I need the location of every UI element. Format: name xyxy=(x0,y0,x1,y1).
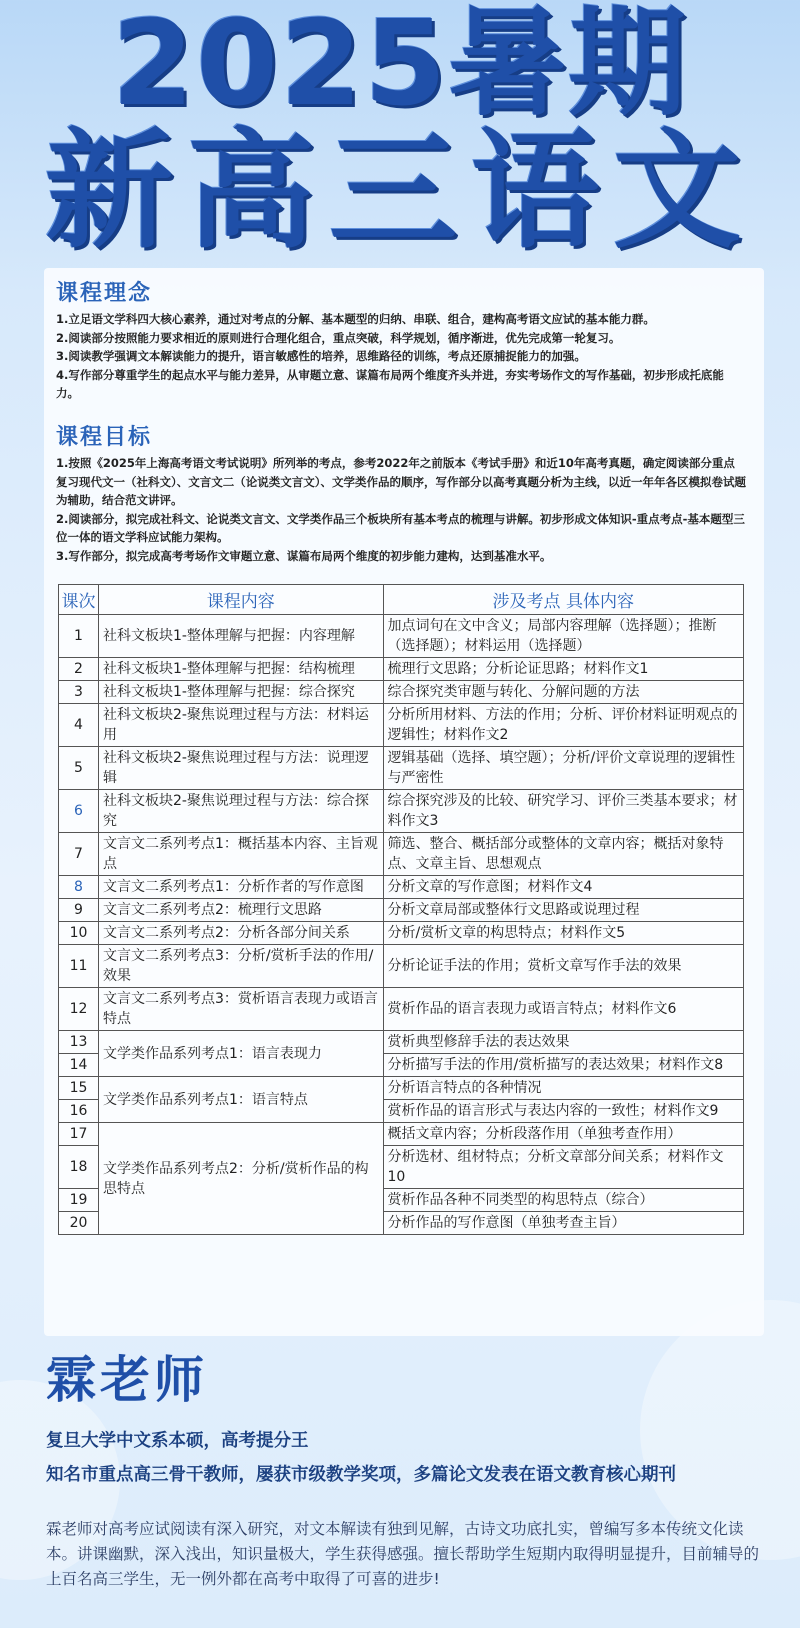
teacher-experience: 知名市重点高三骨干教师，屡获市级教学奖项，多篇论文发表在语文教育核心期刊 xyxy=(46,1465,676,1485)
lesson-points: 梳理行文思路；分析论证思路；材料作文1 xyxy=(383,658,743,681)
lesson-number: 7 xyxy=(59,833,99,876)
lesson-number: 3 xyxy=(59,681,99,704)
table-row xyxy=(59,790,744,833)
lesson-points: 赏析典型修辞手法的表达效果 xyxy=(383,1031,743,1054)
table-row xyxy=(59,704,744,747)
table-row xyxy=(59,1031,744,1054)
lesson-number: 8 xyxy=(59,876,99,899)
lesson-points: 筛选、整合、概括部分或整体的文章内容；概括对象特点、文章主旨、思想观点 xyxy=(383,833,743,876)
teacher-credential: 复旦大学中文系本硕，高考提分王 xyxy=(46,1431,309,1451)
lesson-number: 9 xyxy=(59,899,99,922)
poster-title xyxy=(0,0,800,270)
lesson-content: 文言文二系列考点2：梳理行文思路 xyxy=(98,899,383,922)
lesson-content: 社科文板块2-聚焦说理过程与方法：说理逻辑 xyxy=(98,747,383,790)
lesson-number: 10 xyxy=(59,922,99,945)
table-row xyxy=(59,988,744,1031)
title-line-2: 新高三语文 xyxy=(44,117,755,266)
lesson-content: 文学类作品系列考点1：语言特点 xyxy=(98,1077,383,1123)
table-row xyxy=(59,922,744,945)
lesson-points: 概括文章内容；分析段落作用（单独考查作用） xyxy=(383,1123,743,1146)
lesson-points: 分析文章的写作意图；材料作文4 xyxy=(383,876,743,899)
lesson-content: 文言文二系列考点1：分析作者的写作意图 xyxy=(98,876,383,899)
table-row xyxy=(59,945,744,988)
lesson-content: 社科文板块2-聚焦说理过程与方法：综合探究 xyxy=(98,790,383,833)
teacher-description: 霖老师对高考应试阅读有深入研究，对文本解读有独到见解，古诗文功底扎实，曾编写多本传统文化读本。讲课幽默，深入浅出，知识量极大，学生获得感强。擅长帮助学生短期内取得明显提升，目前辅导的上百名高三学生，无一例外都在高考中取得了可喜的进步! xyxy=(46,1520,760,1588)
philosophy-title: 课程理念 xyxy=(56,281,153,306)
lesson-points: 分析选材、组材特点；分析文章部分间关系；材料作文10 xyxy=(383,1146,743,1189)
lesson-content: 文言文二系列考点3：赏析语言表现力或语言特点 xyxy=(98,988,383,1031)
lesson-number: 4 xyxy=(59,704,99,747)
lesson-points: 分析文章局部或整体行文思路或说理过程 xyxy=(383,899,743,922)
table-row xyxy=(59,876,744,899)
philosophy-item: 1.立足语文学科四大核心素养，通过对考点的分解、基本题型的归纳、串联、组合，建构高考语文应试的基本能力群。 xyxy=(56,312,655,326)
lesson-content: 文言文二系列考点1：概括基本内容、主旨观点 xyxy=(98,833,383,876)
philosophy-item: 4.写作部分尊重学生的起点水平与能力差异，从审题立意、谋篇布局两个维度齐头并进，夯实考场作文的写作基础，初步形成托底能力。 xyxy=(56,367,724,400)
lesson-number: 12 xyxy=(59,988,99,1031)
lesson-number: 15 xyxy=(59,1077,99,1100)
lesson-number: 1 xyxy=(59,615,99,658)
lesson-points: 赏析作品各种不同类型的构思特点（综合） xyxy=(383,1189,743,1212)
lesson-number: 11 xyxy=(59,945,99,988)
teacher-name: 霖老师 xyxy=(46,1351,208,1409)
lesson-points: 赏析作品的语言形式与表达内容的一致性；材料作文9 xyxy=(383,1100,743,1123)
table-row xyxy=(59,1077,744,1100)
header-lesson: 课次 xyxy=(59,585,99,615)
goals-title: 课程目标 xyxy=(56,425,153,450)
lesson-number: 2 xyxy=(59,658,99,681)
lesson-number: 13 xyxy=(59,1031,99,1054)
lesson-points: 分析语言特点的各种情况 xyxy=(383,1077,743,1100)
lesson-number: 6 xyxy=(59,790,99,833)
goals-item: 1.按照《2025年上海高考语文考试说明》所列举的考点，参考2022年之前版本《考试手册》和近10年高考真题，确定阅读部分重点复习现代文一（社科文）、文言文二（论说类文言文）、文学类作品的顺序，写作部分以高考真题分析为主线，以近一年年各区模拟卷试题为辅助，结合范文讲评。 xyxy=(56,456,746,507)
lesson-points: 分析所用材料、方法的作用；分析、评价材料证明观点的逻辑性；材料作文2 xyxy=(383,704,743,747)
lesson-number: 18 xyxy=(59,1146,99,1189)
philosophy-list xyxy=(56,310,746,403)
lesson-number: 19 xyxy=(59,1189,99,1212)
lesson-content: 社科文板块1-整体理解与把握：结构梳理 xyxy=(98,658,383,681)
lesson-number: 16 xyxy=(59,1100,99,1123)
lesson-points: 逻辑基础（选择、填空题）；分析/评价文章说理的逻辑性与严密性 xyxy=(383,747,743,790)
lesson-content: 社科文板块2-聚焦说理过程与方法：材料运用 xyxy=(98,704,383,747)
philosophy-item: 2.阅读部分按照能力要求相近的原则进行合理化组合，重点突破，科学规划，循序渐进，优先完成第一轮复习。 xyxy=(56,330,621,345)
lesson-points: 分析描写手法的作用/赏析描写的表达效果；材料作文8 xyxy=(383,1054,743,1077)
lesson-points: 分析论证手法的作用；赏析文章写作手法的效果 xyxy=(383,945,743,988)
lesson-content: 文学类作品系列考点1：语言表现力 xyxy=(98,1031,383,1077)
table-row xyxy=(59,615,744,658)
header-points: 涉及考点 具体内容 xyxy=(383,585,743,615)
lesson-content: 社科文板块1-整体理解与把握：内容理解 xyxy=(98,615,383,658)
lesson-content: 文言文二系列考点2：分析各部分间关系 xyxy=(98,922,383,945)
lesson-points: 综合探究类审题与转化、分解问题的方法 xyxy=(383,681,743,704)
lesson-points: 加点词句在文中含义；局部内容理解（选择题）；推断（选择题）；材料运用（选择题） xyxy=(383,615,743,658)
lesson-number: 17 xyxy=(59,1123,99,1146)
goals-item: 2.阅读部分，拟完成社科文、论说类文言文、文学类作品三个板块所有基本考点的梳理与讲解。初步形成文体知识-重点考点-基本题型三位一体的语文学科应试能力架构。 xyxy=(56,511,745,544)
lesson-points: 分析/赏析文章的构思特点；材料作文5 xyxy=(383,922,743,945)
lesson-number: 14 xyxy=(59,1054,99,1077)
lesson-points: 赏析作品的语言表现力或语言特点；材料作文6 xyxy=(383,988,743,1031)
lesson-content: 文学类作品系列考点2：分析/赏析作品的构思特点 xyxy=(98,1123,383,1235)
table-row xyxy=(59,1123,744,1146)
lesson-number: 5 xyxy=(59,747,99,790)
lesson-points: 分析作品的写作意图（单独考查主旨） xyxy=(383,1212,743,1235)
lesson-number: 20 xyxy=(59,1212,99,1235)
header-content: 课程内容 xyxy=(98,585,383,615)
lesson-content: 文言文二系列考点3：分析/赏析手法的作用/效果 xyxy=(98,945,383,988)
table-row xyxy=(59,747,744,790)
title-line-1: 2025暑期 xyxy=(111,0,689,132)
goals-item: 3.写作部分，拟完成高考考场作文审题立意、谋篇布局两个维度的初步能力建构，达到基准水平。 xyxy=(56,548,552,563)
goals-list xyxy=(56,454,746,565)
table-row xyxy=(59,833,744,876)
table-row xyxy=(59,658,744,681)
lesson-points: 综合探究涉及的比较、研究学习、评价三类基本要求；材料作文3 xyxy=(383,790,743,833)
table-header-row xyxy=(59,585,744,615)
course-table xyxy=(58,584,744,1235)
table-row xyxy=(59,681,744,704)
philosophy-item: 3.阅读教学强调文本解读能力的提升，语言敏感性的培养，思维路径的训练，考点还原捕捉能力的加强。 xyxy=(56,349,586,363)
table-row xyxy=(59,899,744,922)
lesson-content: 社科文板块1-整体理解与把握：综合探究 xyxy=(98,681,383,704)
